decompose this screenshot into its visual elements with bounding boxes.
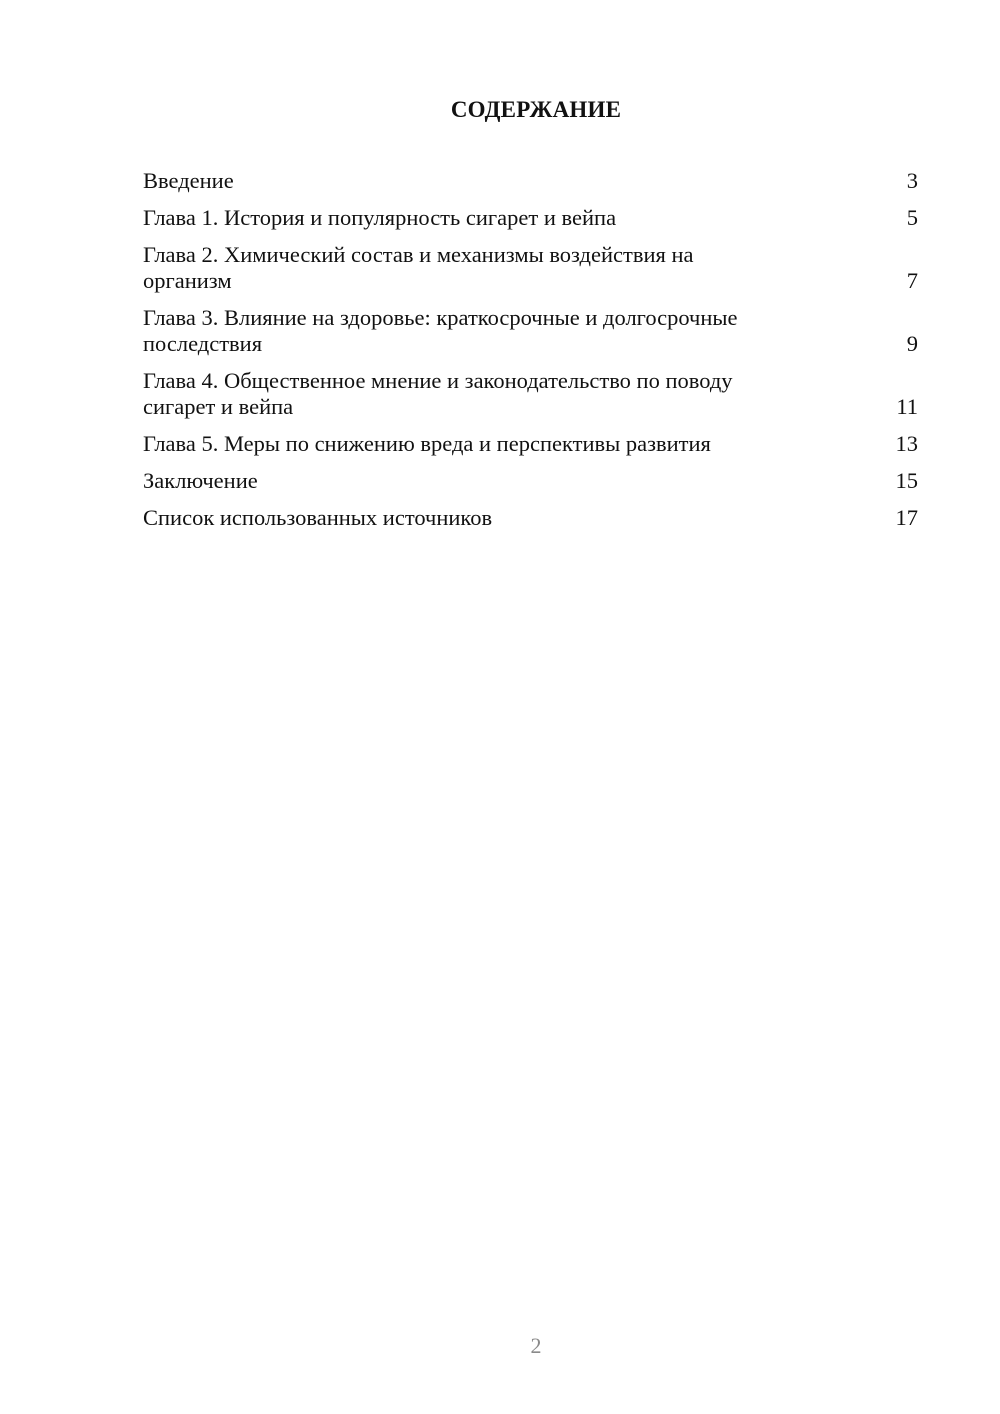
table-of-contents: [143, 168, 918, 542]
toc-entry-title: Глава 3. Влияние на здоровье: краткосрочные и долгосрочные последствия: [143, 305, 738, 356]
page-title: СОДЕРЖАНИЕ: [450, 97, 622, 122]
toc-entry-chapter-1: [143, 205, 918, 231]
toc-entry-title: Введение: [143, 168, 234, 193]
toc-entry-page: 13: [895, 431, 918, 456]
toc-entry-title: Заключение: [143, 468, 258, 493]
toc-entry-page: 15: [895, 468, 918, 493]
toc-entry-chapter-4: [143, 368, 918, 420]
toc-entry-page: 7: [906, 268, 918, 293]
toc-entry-chapter-3: [143, 305, 918, 357]
toc-entry-title: Глава 2. Химический состав и механизмы воздействия на организм: [143, 242, 694, 293]
toc-entry-chapter-2: [143, 242, 918, 294]
toc-entry-title: Глава 4. Общественное мнение и законодательство по поводу сигарет и вейпа: [143, 368, 733, 419]
toc-entry-page: 5: [906, 205, 918, 230]
toc-entry-introduction: [143, 168, 918, 194]
toc-entry-page: 11: [896, 394, 918, 419]
toc-entry-title: Глава 1. История и популярность сигарет и вейпа: [143, 205, 617, 230]
toc-entry-page: 3: [906, 168, 918, 193]
toc-entry-page: 17: [895, 505, 918, 530]
toc-entry-references: [143, 505, 918, 531]
page-number: 2: [530, 1333, 542, 1358]
toc-entry-page: 9: [906, 331, 918, 356]
toc-entry-chapter-5: [143, 431, 918, 457]
toc-entry-conclusion: [143, 468, 918, 494]
toc-entry-title: Список использованных источников: [143, 505, 493, 530]
toc-entry-title: Глава 5. Меры по снижению вреда и перспективы развития: [143, 431, 711, 456]
